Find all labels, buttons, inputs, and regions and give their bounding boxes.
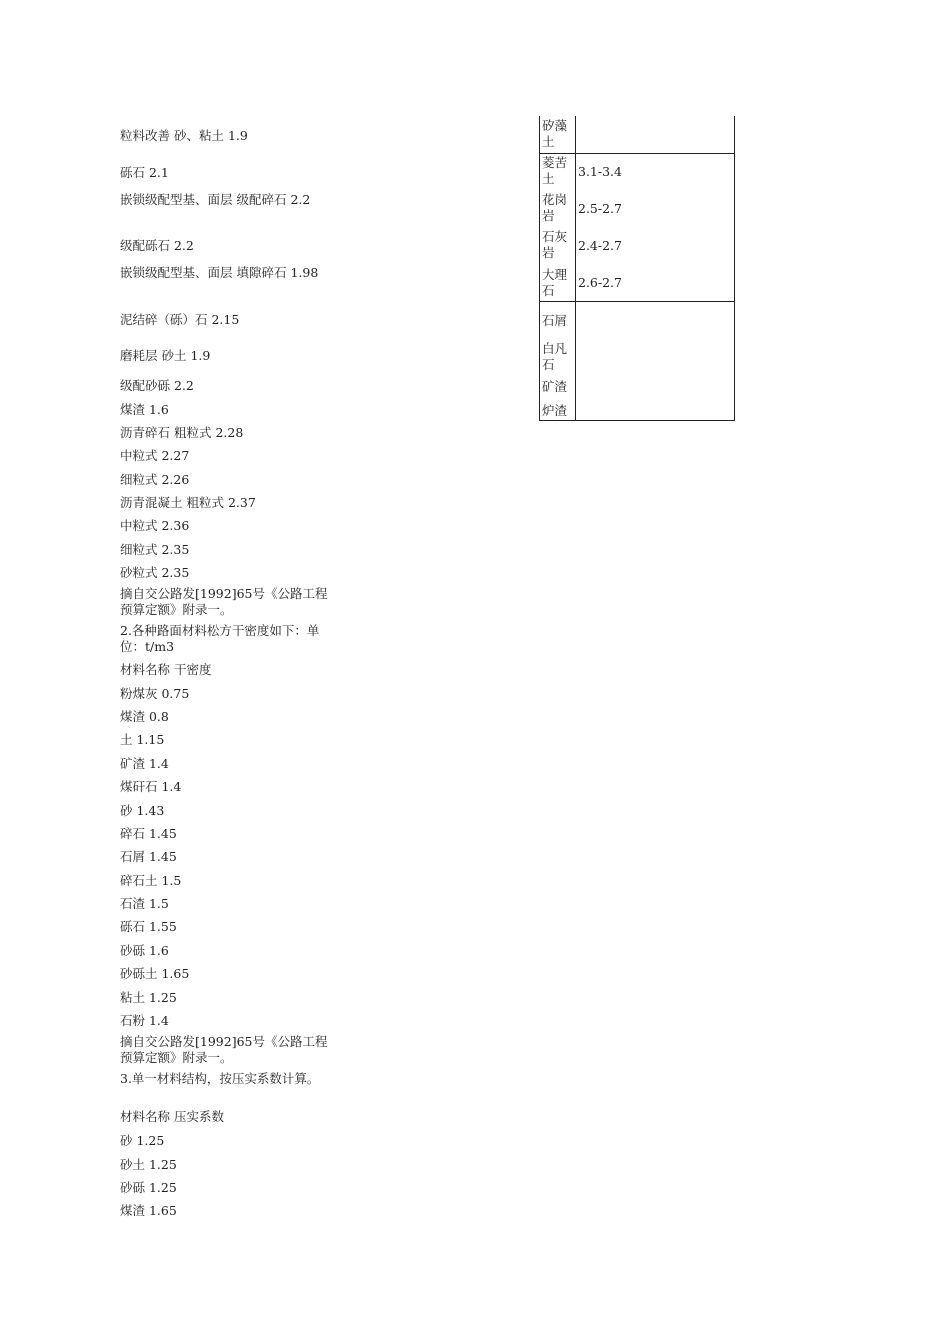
text-line: 煤渣 1.65 [120,1203,177,1218]
column-divider [575,116,576,153]
text-line: 材料名称 压实系数 [120,1109,224,1124]
text-line: 砂砾 1.25 [120,1180,177,1195]
text-line: 粉煤灰 0.75 [120,686,190,701]
text-line: 煤渣 0.8 [120,709,169,724]
text-line: 中粒式 2.36 [120,518,190,533]
density-value-cell: 2.5-2.7 [578,201,622,216]
density-value-cell: 3.1-3.4 [578,164,622,179]
text-line: 砂土 1.25 [120,1157,177,1172]
text-line: 摘自交公路发[1992]65号《公路工程预算定额》附录一。 [120,1034,328,1065]
text-line: 碎石土 1.5 [120,873,182,888]
text-line: 煤渣 1.6 [120,402,169,417]
material-name-cell: 矽藻土 [542,118,568,149]
text-line: 细粒式 2.35 [120,542,190,557]
column-divider [575,302,576,420]
table-group [540,302,734,420]
text-line: 级配砾石 2.2 [120,238,194,253]
text-line: 级配砂砾 2.2 [120,378,194,393]
density-value-cell: 2.4-2.7 [578,238,622,253]
text-line: 2.各种路面材料松方干密度如下：单位：t/m3 [120,623,320,654]
text-line: 3.单一材料结构，按压实系数计算。 [120,1071,320,1086]
text-line: 粒料改善 砂、粘土 1.9 [120,128,248,143]
text-line: 砂 1.25 [120,1133,165,1148]
material-density-table [539,116,735,421]
text-line: 煤矸石 1.4 [120,779,182,794]
text-line: 碎石 1.45 [120,826,177,841]
text-line: 石粉 1.4 [120,1013,169,1028]
text-line: 矿渣 1.4 [120,756,169,771]
table-group [540,154,734,302]
density-value-cell: 2.6-2.7 [578,275,622,290]
material-name-cell: 石屑 [542,313,568,328]
text-line: 嵌锁级配型基、面层 级配碎石 2.2 [120,192,311,207]
text-line: 细粒式 2.26 [120,472,190,487]
material-name-cell: 大理石 [542,267,568,298]
material-name-cell: 白凡石 [542,341,568,372]
text-line: 磨耗层 砂土 1.9 [120,348,211,363]
text-line: 砾石 1.55 [120,919,177,934]
text-line: 石渣 1.5 [120,896,169,911]
text-line: 嵌锁级配型基、面层 填隙碎石 1.98 [120,265,319,280]
text-line: 土 1.15 [120,732,165,747]
material-name-cell: 菱苦土 [542,155,568,186]
text-line: 石屑 1.45 [120,849,177,864]
text-line: 材料名称 干密度 [120,662,212,677]
material-name-cell: 矿渣 [542,379,568,394]
text-line: 砂砾土 1.65 [120,966,190,981]
text-line: 砂砾 1.6 [120,943,169,958]
text-line: 摘自交公路发[1992]65号《公路工程预算定额》附录一。 [120,586,328,617]
text-line: 沥青混凝土 粗粒式 2.37 [120,495,256,510]
text-line: 砾石 2.1 [120,165,169,180]
text-line: 砂粒式 2.35 [120,565,190,580]
material-name-cell: 石灰岩 [542,229,568,260]
material-name-cell: 炉渣 [542,403,568,418]
text-line: 泥结碎（砾）石 2.15 [120,312,240,327]
material-name-cell: 花岗岩 [542,192,568,223]
text-line: 沥青碎石 粗粒式 2.28 [120,425,244,440]
text-line: 砂 1.43 [120,803,165,818]
column-divider [575,154,576,301]
text-line: 中粒式 2.27 [120,448,190,463]
text-line: 粘土 1.25 [120,990,177,1005]
table-group [540,116,734,154]
